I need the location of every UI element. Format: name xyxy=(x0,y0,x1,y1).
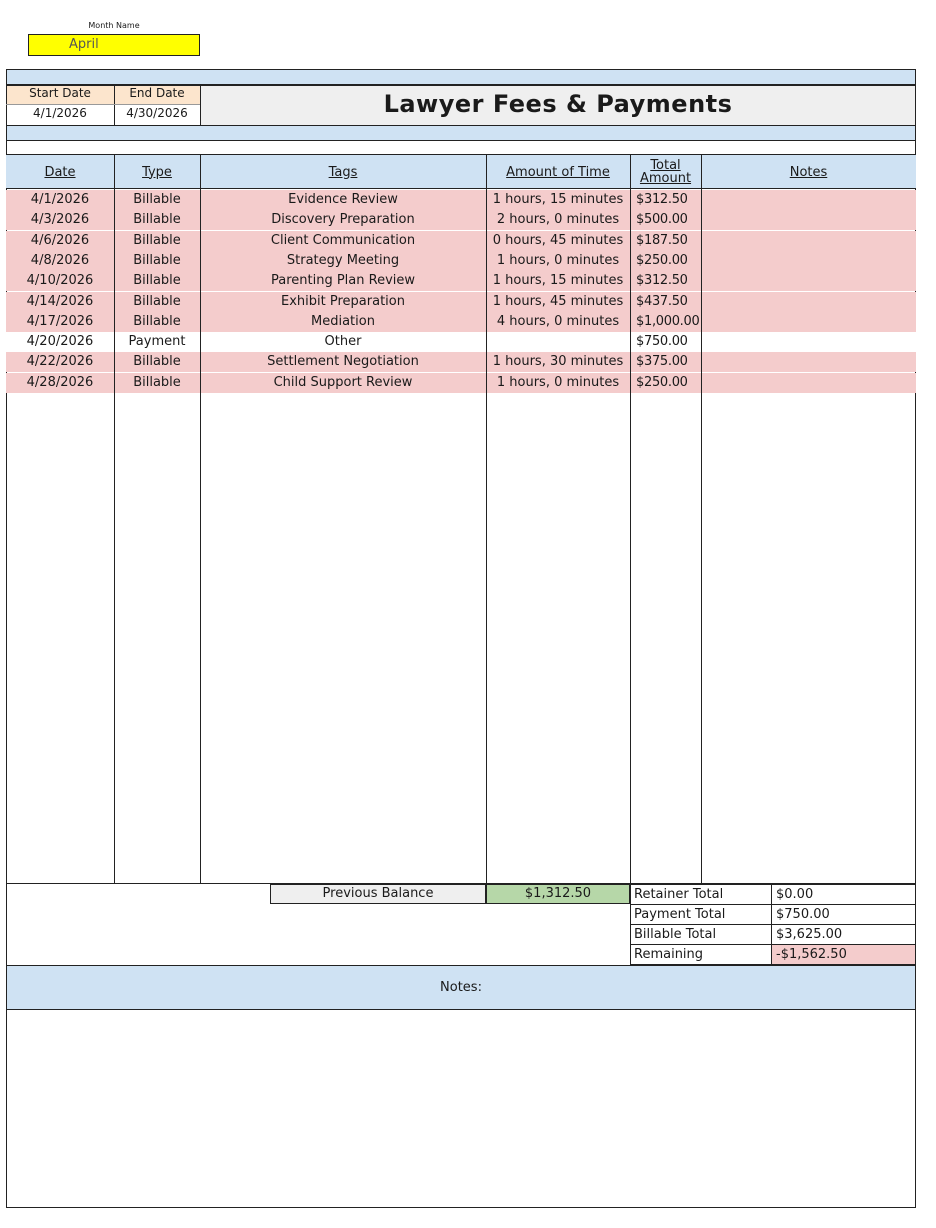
date-cell[interactable]: 4/8/2026 xyxy=(30,252,90,268)
table-header xyxy=(6,155,916,189)
notes-cell[interactable] xyxy=(701,251,916,271)
remaining-label: Remaining xyxy=(634,947,704,962)
date-cell[interactable]: 4/6/2026 xyxy=(30,232,90,248)
amount-cell[interactable]: $437.50 xyxy=(636,293,688,309)
type-cell[interactable]: Billable xyxy=(133,374,181,390)
column-divider xyxy=(630,155,631,884)
tag-cell[interactable]: Other xyxy=(324,334,362,350)
date-cell[interactable]: 4/10/2026 xyxy=(26,273,94,289)
column-header-amount-of-time[interactable]: Amount of Time xyxy=(506,164,610,180)
tag-cell[interactable]: Parenting Plan Review xyxy=(270,273,416,289)
tag-cell[interactable]: Child Support Review xyxy=(273,374,413,390)
table-row[interactable] xyxy=(6,271,916,291)
type-cell[interactable]: Billable xyxy=(133,212,181,228)
column-header-total-amount[interactable]: Total Amount xyxy=(639,158,692,186)
end-date-cell[interactable]: 4/30/2026 xyxy=(126,106,188,120)
amount-cell[interactable]: $250.00 xyxy=(636,252,688,268)
notes-cell[interactable] xyxy=(701,332,916,352)
column-divider xyxy=(200,155,201,884)
notes-header: Notes: xyxy=(6,965,916,1010)
payment-total-row xyxy=(630,904,916,925)
start-date-label: Start Date xyxy=(29,86,91,100)
remaining-value[interactable]: -$1,562.50 xyxy=(771,945,915,964)
end-date-label: End Date xyxy=(129,86,185,100)
type-cell[interactable]: Billable xyxy=(133,192,181,207)
date-cell[interactable]: 4/22/2026 xyxy=(26,354,94,370)
table-row[interactable] xyxy=(6,292,916,312)
time-cell[interactable]: 1 hours, 45 minutes xyxy=(492,293,624,309)
date-divider xyxy=(114,85,115,126)
notes-cell[interactable] xyxy=(701,352,916,372)
billable-total-row xyxy=(630,924,916,945)
notes-area[interactable] xyxy=(6,1009,916,1208)
amount-cell[interactable]: $750.00 xyxy=(636,334,688,350)
amount-cell[interactable]: $1,000.00 xyxy=(636,313,700,329)
amount-cell[interactable]: $375.00 xyxy=(636,354,688,370)
tag-cell[interactable]: Evidence Review xyxy=(288,192,398,207)
column-header-tags[interactable]: Tags xyxy=(328,164,358,180)
amount-cell[interactable]: $312.50 xyxy=(636,273,688,289)
date-row-divider xyxy=(6,104,201,105)
retainer-total-row xyxy=(630,884,916,905)
notes-cell[interactable] xyxy=(701,373,916,393)
tag-cell[interactable]: Strategy Meeting xyxy=(286,252,400,268)
billable-total-value[interactable]: $3,625.00 xyxy=(771,925,915,944)
time-cell[interactable]: 2 hours, 0 minutes xyxy=(496,212,620,228)
time-cell[interactable]: 1 hours, 0 minutes xyxy=(496,374,620,390)
date-cell[interactable]: 4/1/2026 xyxy=(30,192,90,207)
type-cell[interactable]: Billable xyxy=(133,313,181,329)
retainer-total-label: Retainer Total xyxy=(634,887,724,902)
type-cell[interactable]: Billable xyxy=(133,273,181,289)
billable-total-label: Billable Total xyxy=(634,927,717,942)
date-range-box xyxy=(6,85,201,126)
time-cell[interactable]: 1 hours, 15 minutes xyxy=(492,192,624,207)
remaining-row xyxy=(630,944,916,965)
tag-cell[interactable]: Mediation xyxy=(311,313,375,329)
payment-total-value[interactable]: $750.00 xyxy=(771,905,915,924)
time-cell[interactable]: 4 hours, 0 minutes xyxy=(496,313,620,329)
type-cell[interactable]: Billable xyxy=(133,293,181,309)
notes-cell[interactable] xyxy=(701,271,916,291)
amount-cell[interactable]: $500.00 xyxy=(636,212,688,228)
table-row[interactable] xyxy=(6,312,916,332)
time-cell[interactable]: 1 hours, 30 minutes xyxy=(492,354,624,370)
column-divider xyxy=(701,155,702,884)
date-cell[interactable]: 4/3/2026 xyxy=(30,212,90,228)
column-divider xyxy=(486,155,487,884)
table-row[interactable] xyxy=(6,373,916,393)
column-header-date[interactable]: Date xyxy=(44,164,76,180)
notes-cell[interactable] xyxy=(701,210,916,230)
time-cell[interactable]: 0 hours, 45 minutes xyxy=(492,232,624,248)
type-cell[interactable]: Billable xyxy=(133,252,181,268)
type-cell[interactable]: Payment xyxy=(128,334,186,350)
table-row[interactable] xyxy=(6,352,916,372)
type-cell[interactable]: Billable xyxy=(133,232,181,248)
column-divider xyxy=(114,155,115,884)
header-band-middle xyxy=(6,125,916,141)
date-cell[interactable]: 4/17/2026 xyxy=(26,313,94,329)
table-row[interactable] xyxy=(6,251,916,271)
previous-balance-value[interactable]: $1,312.50 xyxy=(486,884,630,904)
payment-total-label: Payment Total xyxy=(634,907,726,922)
table-row[interactable] xyxy=(6,332,916,352)
month-name-cell[interactable]: April xyxy=(28,34,200,56)
date-cell[interactable]: 4/20/2026 xyxy=(26,334,94,350)
notes-cell[interactable] xyxy=(701,292,916,312)
table-row[interactable] xyxy=(6,210,916,230)
time-cell[interactable]: 1 hours, 15 minutes xyxy=(492,273,624,289)
start-date-cell[interactable]: 4/1/2026 xyxy=(33,106,87,120)
date-cell[interactable]: 4/14/2026 xyxy=(26,293,94,309)
table-row[interactable] xyxy=(6,190,916,210)
time-cell[interactable]: 1 hours, 0 minutes xyxy=(496,252,620,268)
date-cell[interactable]: 4/28/2026 xyxy=(26,374,94,390)
table-row[interactable] xyxy=(6,231,916,251)
spacer-row xyxy=(6,140,916,155)
page-title: Lawyer Fees & Payments xyxy=(383,90,733,118)
amount-cell[interactable]: $187.50 xyxy=(636,232,688,248)
tag-cell[interactable]: Discovery Preparation xyxy=(271,212,415,228)
month-name-label: Month Name xyxy=(88,21,140,30)
notes-cell[interactable] xyxy=(701,190,916,210)
notes-cell[interactable] xyxy=(701,312,916,332)
column-header-type[interactable]: Type xyxy=(142,164,172,180)
previous-balance-label: Previous Balance xyxy=(270,884,486,904)
amount-cell[interactable]: $312.50 xyxy=(636,192,688,207)
time-cell[interactable] xyxy=(486,332,630,352)
retainer-total-value[interactable]: $0.00 xyxy=(771,885,915,904)
header-band-top xyxy=(6,69,916,85)
column-header-notes[interactable]: Notes xyxy=(789,164,828,180)
amount-cell[interactable]: $250.00 xyxy=(636,374,688,390)
notes-cell[interactable] xyxy=(701,231,916,251)
tag-cell[interactable]: Settlement Negotiation xyxy=(267,354,419,370)
type-cell[interactable]: Billable xyxy=(133,354,181,370)
tag-cell[interactable]: Exhibit Preparation xyxy=(281,293,405,309)
tag-cell[interactable]: Client Communication xyxy=(270,232,416,248)
